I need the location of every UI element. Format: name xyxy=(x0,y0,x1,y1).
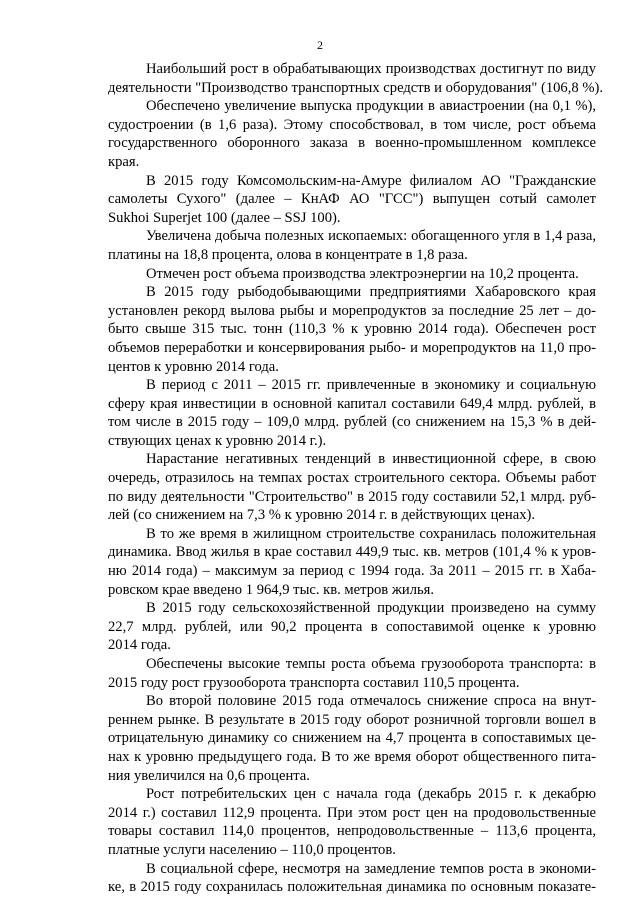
text-line: деятельности "Производство транспортных средств и оборудования" (106,8 %). xyxy=(108,79,603,96)
paragraph xyxy=(108,785,596,859)
text-line: Отмечен рост объема производства электроэнергии на 10,2 процента. xyxy=(146,265,579,282)
paragraph xyxy=(108,655,596,692)
text-line: Увеличена добыча полезных ископаемых: обогащенного угля в 1,4 раза, xyxy=(146,228,596,245)
text-line: установлен рекорд вылова рыбы и морепродуктов за последние 25 лет – до- xyxy=(108,302,596,319)
text-line: В социальной сфере, несмотря на замедление темпов роста в экономи- xyxy=(146,860,596,877)
text-line: ствующих ценах к уровню 2014 г.). xyxy=(108,432,327,449)
text-line: Рост потребительских цен с начала года (декабрь 2015 г. к декабрю xyxy=(146,786,596,803)
text-line: том числе в 2015 году – 109,0 млрд. рублей (со снижением на 15,3 % в дей- xyxy=(108,414,596,431)
text-line: Наибольший рост в обрабатывающих производствах достигнут по виду xyxy=(146,61,596,77)
text-line: В то же время в жилищном строительстве сохранилась положительная xyxy=(146,525,596,542)
document-body xyxy=(108,60,603,897)
text-line: отрицательную динамику со снижением на 4,7 процента в сопоставимых це- xyxy=(108,730,596,747)
text-line: Нарастание негативных тенденций в инвестиционной сфере, в свою xyxy=(146,451,596,468)
text-line: центов к уровню 2014 года. xyxy=(108,358,279,375)
text-line: товары составил 114,0 процентов, непродовольственные – 113,6 процента, xyxy=(108,823,596,840)
text-line: быто свыше 315 тыс. тонн (110,3 % к уровню 2014 года). Обеспечен рост xyxy=(108,321,596,338)
text-line: по виду деятельности "Строительство" в 2015 году составили 52,1 млрд. руб- xyxy=(108,488,596,505)
paragraph xyxy=(108,283,596,376)
text-line: края. xyxy=(108,153,140,170)
text-line: 2015 году рост грузооборота транспорта составил 110,5 процента. xyxy=(108,674,520,691)
page-number: 2 xyxy=(317,38,323,52)
text-line: платные услуги населению – 110,0 процентов. xyxy=(108,841,396,858)
paragraph xyxy=(108,60,603,97)
text-line: объемов переработки и консервирования рыбо- и морепродуктов на 11,0 про- xyxy=(108,339,596,356)
text-line: Обеспечены высокие темпы роста объема грузооборота транспорта: в xyxy=(146,656,596,672)
paragraph xyxy=(108,97,596,171)
text-line: В 2015 году сельскохозяйственной продукции произведено на сумму xyxy=(146,600,596,617)
paragraph xyxy=(108,265,596,284)
paragraph xyxy=(108,692,596,785)
paragraph xyxy=(108,450,596,524)
text-line: ния увеличился на 0,6 процента. xyxy=(108,767,310,784)
text-line: Во второй половине 2015 года отмечалось снижение спроса на внут- xyxy=(146,693,596,710)
text-line: сферу края инвестиции в основной капитал составили 649,4 млрд. рублей, в xyxy=(108,395,596,412)
paragraph xyxy=(108,599,596,655)
text-line: очередь, отразилось на темпах ростах строительного сектора. Объемы работ xyxy=(108,470,596,487)
paragraph xyxy=(108,227,596,264)
text-line: ке, в 2015 году сохранилась положительная динамика по основным показате- xyxy=(108,879,596,896)
text-line: 2014 г.) составил 112,9 процента. При этом рост цен на продовольственные xyxy=(108,804,596,821)
text-line: судостроении (в 1,6 раза). Этому способствовал, в том числе, рост объема xyxy=(108,116,596,133)
text-line: 22,7 млрд. рублей, или 90,2 процента в сопоставимой оценке к уровню xyxy=(108,618,596,635)
paragraph xyxy=(108,376,596,450)
text-line: В 2015 году рыбодобывающими предприятиями Хабаровского края xyxy=(146,284,596,301)
text-line: платины на 18,8 процента, олова в концентрате в 1,8 раза. xyxy=(108,246,468,263)
text-line: государственного оборонного заказа в военно-промышленном комплексе xyxy=(108,135,596,152)
text-line: Обеспечено увеличение выпуска продукции в авиастроении (на 0,1 %), xyxy=(146,98,596,115)
text-line: 2014 года. xyxy=(108,637,171,654)
text-line: ню 2014 года) – максимум за период с 1994 года. За 2011 – 2015 гг. в Хаба- xyxy=(108,563,596,580)
paragraph xyxy=(108,525,596,599)
text-line: динамика. Ввод жилья в крае составил 449,9 тыс. кв. метров (101,4 % к уров- xyxy=(108,544,596,561)
text-line: лей (со снижением на 7,3 % к уровню 2014 г. в действующих ценах). xyxy=(108,507,536,524)
text-line: самолеты Сухого" (далее – КнАФ АО "ГСС") выпущен сотый самолет xyxy=(108,191,596,208)
paragraph xyxy=(108,172,596,228)
text-line: В период с 2011 – 2015 гг. привлеченные в экономику и социальную xyxy=(146,377,596,394)
text-line: В 2015 году Комсомольским-на-Амуре филиалом АО "Гражданские xyxy=(146,172,596,189)
text-line: ровском крае введено 1 964,9 тыс. кв. метров жилья. xyxy=(108,581,435,598)
text-line: нах к уровню предыдущего года. В то же время оборот общественного пита- xyxy=(108,748,596,765)
text-line: Sukhoi Superjet 100 (далее – SSJ 100). xyxy=(108,209,341,226)
paragraph xyxy=(108,860,596,897)
text-line: реннем рынке. В результате в 2015 году оборот розничной торговли вошел в xyxy=(108,711,596,728)
